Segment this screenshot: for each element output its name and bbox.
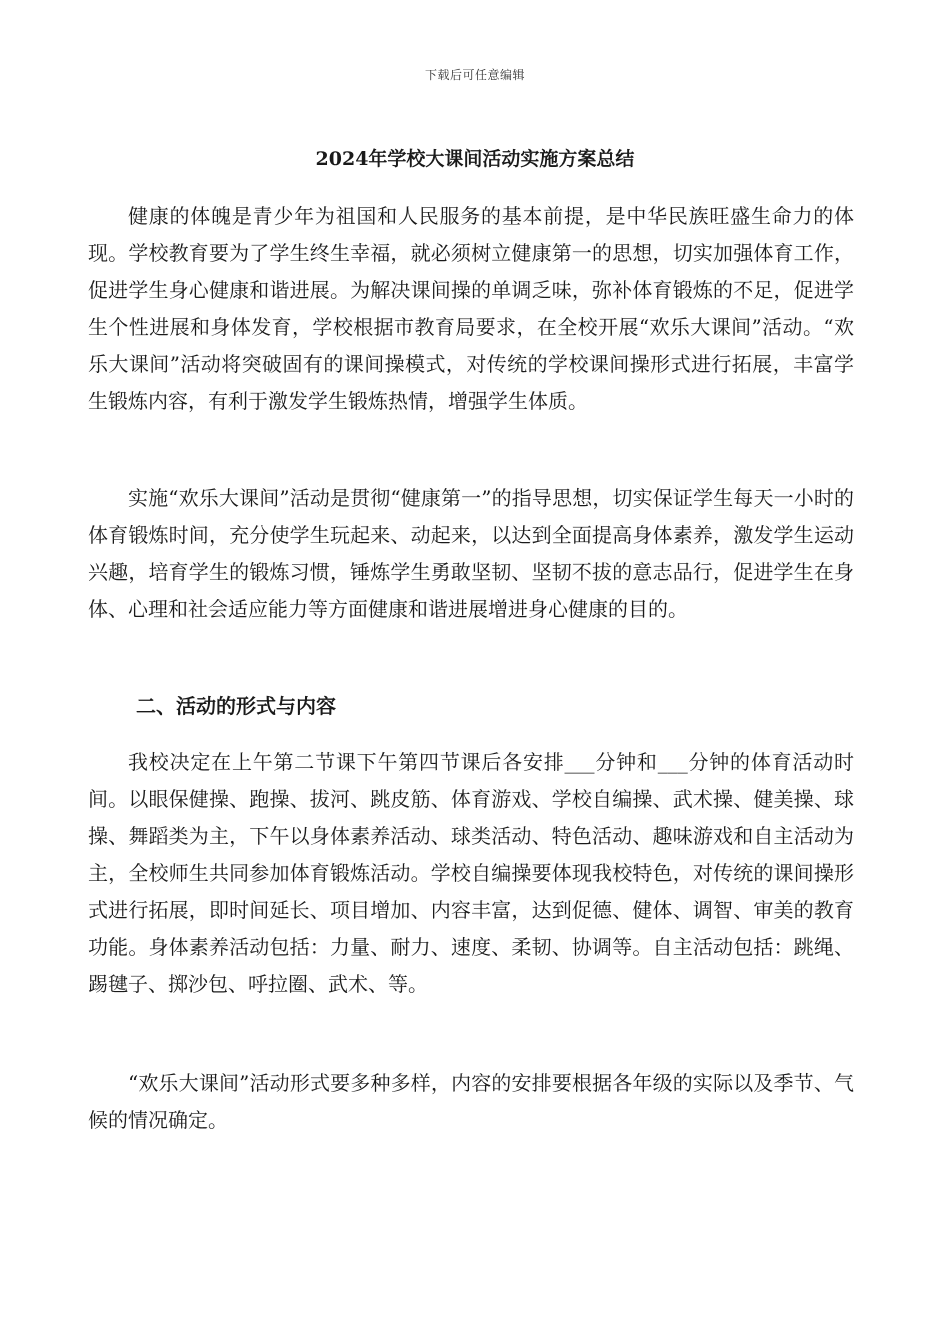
document-title: 2024年学校大课间活动实施方案总结 (315, 148, 635, 170)
section-heading-form-content: 二、活动的形式与内容 (136, 694, 336, 718)
paragraph-intro: 健康的体魄是青少年为祖国和人民服务的基本前提，是中华民族旺盛生命力的体现。学校教育要为了学生终生幸福，就必须树立健康第一的思想，切实加强体育工作，促进学生身心健康和谐进展。为解决课间操的单调乏味，弥补体育锻炼的不足，促进学生个性进展和身体发育，学校根据市教育局要求，在全校开展“欢乐大课间”活动。“欢乐大课间”活动将突破固有的课间操模式，对传统的学校课间操形式进行拓展，丰富学生锻炼内容，有利于激发学生锻炼热情，增强学生体质。 (88, 204, 854, 413)
paragraph-forms: “欢乐大课间”活动形式要多种多样，内容的安排要根据各年级的实际以及季节、气候的情况确定。 (88, 1071, 854, 1132)
header-note: 下载后可任意编辑 (424, 68, 525, 82)
paragraph-purpose: 实施“欢乐大课间”活动是贯彻“健康第一”的指导思想，切实保证学生每天一小时的体育锻炼时间，充分使学生玩起来、动起来，以达到全面提高身体素养，激发学生运动兴趣，培育学生的锻炼习惯，锤炼学生勇敢坚韧、坚韧不拔的意志品行，促进学生在身体、心理和社会适应能力等方面健康和谐进展增进身心健康的目的。 (88, 486, 854, 621)
paragraph-schedule: 我校决定在上午第二节课下午第四节课后各安排___分钟和___分钟的体育活动时间。以眼保健操、跑操、拔河、跳皮筋、体育游戏、学校自编操、武术操、健美操、球操、舞蹈类为主，下午以身体素养活动、球类活动、特色活动、趣味游戏和自主活动为主，全校师生共同参加体育锻炼活动。学校自编操要体现我校特色，对传统的课间操形式进行拓展，即时间延长、项目增加、内容丰富，达到促德、健体、调智、审美的教育功能。身体素养活动包括：力量、耐力、速度、柔韧、协调等。自主活动包括：跳绳、踢毽子、掷沙包、呼拉圈、武术、等。 (88, 750, 854, 996)
